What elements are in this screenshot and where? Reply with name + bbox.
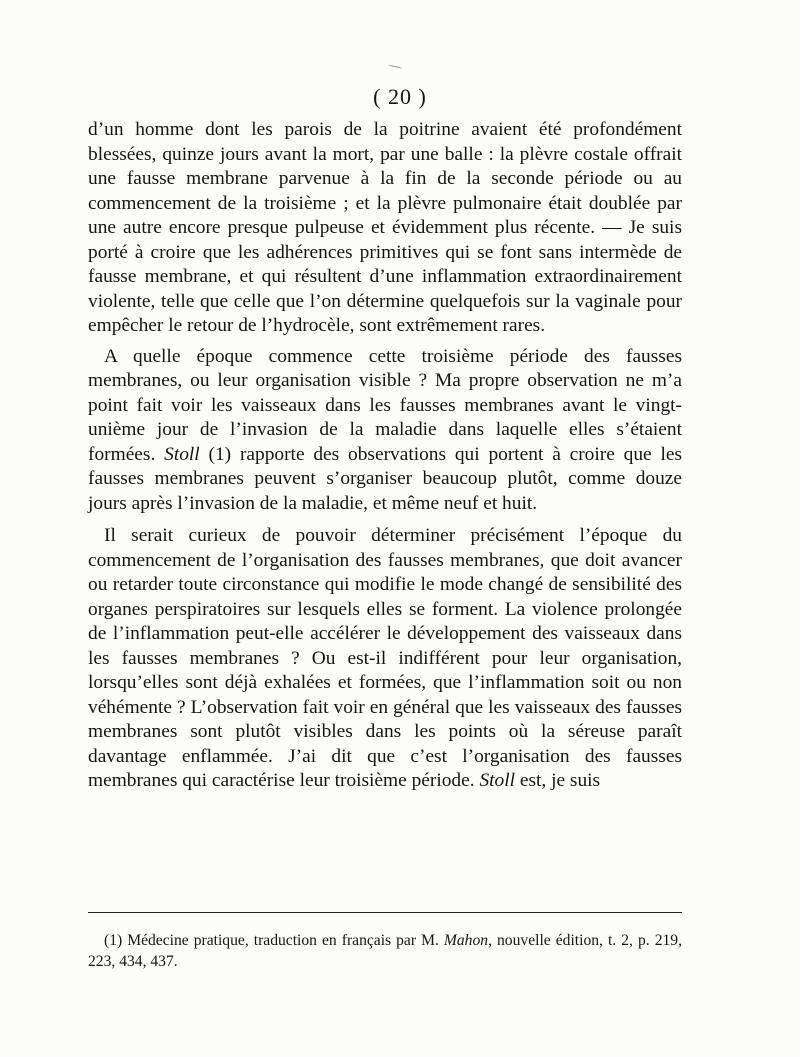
footnote: [88, 930, 682, 972]
ink-speck: [388, 65, 402, 71]
footnote-text-a: Médecine pratique, traduction en français par M.: [122, 932, 444, 949]
paragraph-3: [88, 524, 682, 794]
body-text: [88, 118, 682, 794]
paragraph-3-part-a: Il serait curieux de pouvoir déterminer précisément l’époque du commencement de l’organisation des fausses membranes, que doit avancer ou retarder toute circonstance qui modifie le mode changé de sensibilité des organes perspiratoires sur lesquels elles se forment. La violence prolongée de l’inflammation peut-elle accélérer le développement des vaisseaux dans les fausses membranes ? Ou est-il indifférent pour leur organisation, lorsqu’elles sont déjà exhalées et formées, que l’inflammation soit ou non véhémente ? L’observation fait voir en général que les vaisseaux des fausses membranes sont plutôt visibles dans les points où la séreuse paraît davantage enflammée. J’ai dit que c’est l’organisation des fausses membranes qui caractérise leur troisième période.: [88, 525, 682, 791]
author-stoll: Stoll: [164, 443, 200, 465]
paragraph-2-part-a: A quelle époque commence cette troisième période des fausses membranes, ou leur organisation visible ? Ma propre observation ne m’a point fait voir les vaisseaux dans les fausses membranes avant le vingt-unième jour de l’invasion de la maladie dans laquelle elles s’étaient formées.: [88, 345, 682, 465]
paragraph-2-part-b: (1) rapporte des observations qui portent à croire que les fausses membranes peuvent s’organiser beaucoup plutôt, comme douze jours après l’invasion de la maladie, et même neuf et huit.: [88, 443, 682, 514]
footnote-rule: [88, 912, 682, 913]
page-number: ( 20 ): [373, 84, 427, 109]
footnote-marker: (1): [104, 932, 123, 949]
paragraph-1: d’un homme dont les parois de la poitrine avaient été profondément blessées, quinze jours avant la mort, par une balle : la plèvre costale offrait une fausse membrane parvenue à la fin de la seconde période ou au commencement de la troisième ; et la plèvre pulmonaire était doublée par une autre encore presque pulpeuse et évidemment plus récente. — Je suis porté à croire que les adhérences primitives qui se font sans intermède de fausse membrane, et qui résultent d’une inflammation extraordinairement violente, telle que celle que l’on détermine quelquefois sur la vaginale pour empêcher le retour de l’hydrocèle, sont extrêmement rares.: [88, 119, 682, 336]
footnote-text-b: , nouvelle édition, t. 2, p. 219, 223, 434, 437.: [88, 932, 682, 970]
footnote-author: Mahon: [443, 932, 489, 949]
paragraph-3-part-b: est, je suis: [515, 770, 601, 791]
paragraph-2: [88, 345, 682, 517]
author-stoll-2: Stoll: [479, 770, 515, 791]
